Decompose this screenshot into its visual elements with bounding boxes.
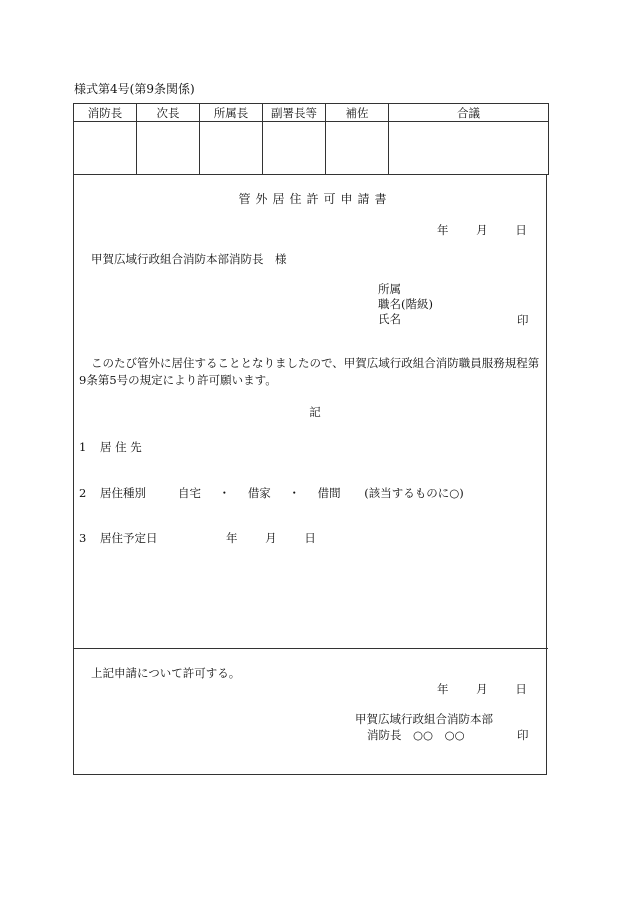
date-year: 年 — [437, 682, 449, 696]
stamp-cell-section-chief[interactable] — [200, 122, 263, 175]
application-date[interactable] — [437, 222, 527, 238]
item-residence-type — [79, 485, 146, 501]
applicant-seal: 印 — [517, 313, 529, 327]
approval-divider — [73, 648, 548, 649]
date-year: 年 — [226, 531, 238, 545]
header-deputy-chief: 次長 — [137, 104, 200, 122]
stamp-cell-vice-station-chief[interactable] — [263, 122, 326, 175]
planned-date[interactable] — [226, 530, 316, 546]
approval-text: 上記申請について許可する。 — [91, 666, 241, 680]
date-day: 日 — [304, 531, 316, 545]
document-title: 管外居住許可申請書 — [238, 192, 392, 206]
header-fire-chief: 消防長 — [74, 104, 137, 122]
option-own-house[interactable]: 自宅 — [178, 486, 201, 500]
item-number: 3 — [79, 531, 87, 545]
form-number: 様式第4号(第9条関係) — [74, 82, 195, 96]
item-number: 1 — [79, 440, 87, 454]
addressee: 甲賀広域行政組合消防本部消防長 様 — [91, 252, 287, 266]
residence-type-options — [178, 485, 464, 501]
request-body-text: このたび管外に居住することとなりましたので、甲賀広域行政組合消防職員服務規程第9条第5号の規定により許可願います。 — [79, 356, 540, 387]
approval-organization: 甲賀広域行政組合消防本部 — [355, 712, 493, 726]
date-month: 月 — [476, 682, 488, 696]
affiliation-label: 所属 — [378, 282, 401, 296]
approval-signer: 消防長 ○○ ○○ — [367, 728, 465, 742]
residence-type-note: (該当するものに○) — [364, 486, 464, 500]
date-month: 月 — [265, 531, 277, 545]
header-assistant: 補佐 — [326, 104, 389, 122]
date-month: 月 — [476, 223, 488, 237]
name-label: 氏名 — [378, 312, 401, 326]
date-day: 日 — [515, 682, 527, 696]
item-label: 居住予定日 — [99, 531, 158, 545]
approval-date[interactable] — [437, 681, 527, 697]
header-section-chief: 所属長 — [200, 104, 263, 122]
stamp-cell-assistant[interactable] — [326, 122, 389, 175]
notes-heading: 記 — [309, 405, 321, 419]
item-planned-date — [79, 530, 157, 546]
option-rented-room[interactable]: 借間 — [317, 486, 341, 500]
item-label: 居 住 先 — [99, 440, 142, 454]
stamp-cell-deputy-chief[interactable] — [137, 122, 200, 175]
approval-stamp-table — [73, 103, 549, 175]
option-separator: ・ — [288, 486, 300, 500]
approval-seal: 印 — [517, 728, 529, 742]
position-label: 職名(階級) — [378, 297, 433, 311]
stamp-cell-consultation[interactable] — [389, 122, 549, 175]
item-label: 居住種別 — [99, 486, 146, 500]
header-consultation: 合議 — [389, 104, 549, 122]
option-rented-house[interactable]: 借家 — [247, 486, 271, 500]
date-day: 日 — [515, 223, 527, 237]
item-residence[interactable] — [79, 439, 142, 455]
applicant-block — [378, 282, 433, 327]
item-number: 2 — [79, 486, 87, 500]
header-vice-station-chief: 副署長等 — [263, 104, 326, 122]
stamp-cell-fire-chief[interactable] — [74, 122, 137, 175]
date-year: 年 — [437, 223, 449, 237]
option-separator: ・ — [218, 486, 231, 500]
